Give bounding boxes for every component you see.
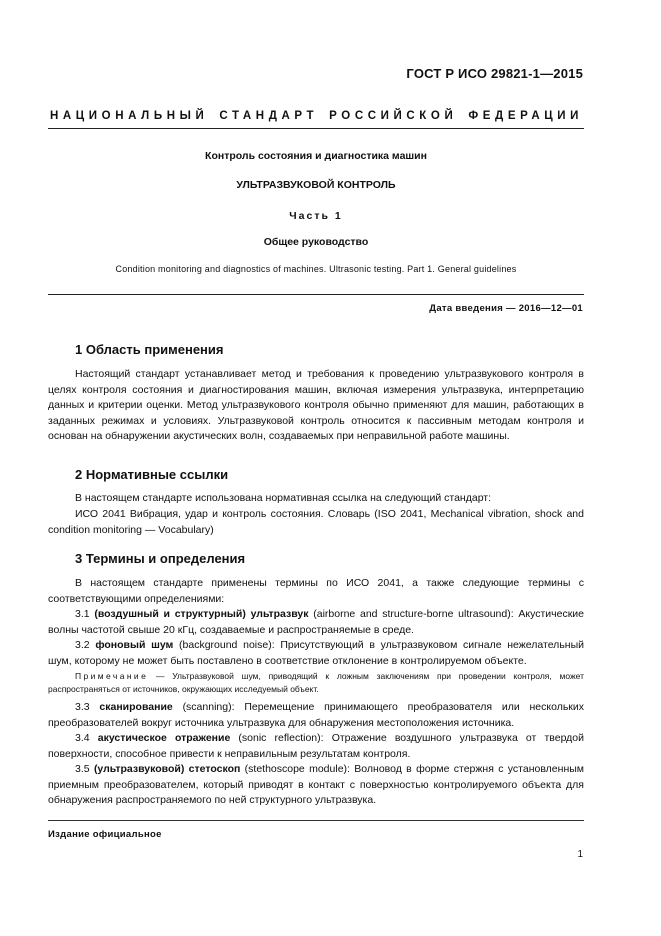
term-3-5 xyxy=(48,762,584,809)
document-number: ГОСТ Р ИСО 29821-1—2015 xyxy=(406,66,583,81)
section-2-intro: В настоящем стандарте использована нормативная ссылка на следующий стандарт: xyxy=(75,492,492,504)
footer-rule xyxy=(48,820,584,821)
standard-subject: Контроль состояния и диагностика машин xyxy=(205,150,427,162)
section-1-heading: 1 Область применения xyxy=(75,342,224,357)
term-3-3 xyxy=(48,700,584,731)
term-definition: Волновод в форме стержня с установленным приемным преобразователем, который приводят в контакт с поверхностью контролируемого объекта для обнаружения распространяемого по ней структурного ультразвука. xyxy=(48,763,585,806)
term-3-2 xyxy=(48,638,584,669)
term-number: 3.4 xyxy=(75,732,90,744)
introduction-date: Дата введения — 2016—12—01 xyxy=(429,303,583,314)
term-english: (background noise): xyxy=(179,639,275,651)
section-3-heading: 3 Термины и определения xyxy=(75,551,246,566)
term-name: (воздушный и структурный) ультразвук xyxy=(94,608,309,620)
term-3-4 xyxy=(48,731,584,762)
section-1-text: Настоящий стандарт устанавливает метод и требования к проведению ультразвукового контроля в целях контроля состояния и диагностирования машин, включая измерения ультразвука, интерпретацию данных и критерии оценки. Метод ультразвукового контроля обычно применяют для машин, работающих в заданных режимах и условиях. Ультразвуковой контроль относится к пассивным методам контроля и основан на обнаружении акустических волн, создаваемых при неправильной работе машины. xyxy=(48,368,584,442)
english-title: Condition monitoring and diagnostics of machines. Ultrasonic testing. Part 1. General guidelines xyxy=(115,264,517,274)
note-label: Примечание xyxy=(75,671,149,681)
term-name: акустическое отражение xyxy=(97,732,231,744)
note-text: — Ультразвуковой шум, приводящий к ложным заключениям при проведении контроля, может распространяться от источников, окружающих исследуемый объект. xyxy=(48,671,584,694)
term-number: 3.5 xyxy=(75,763,90,775)
term-english: (stethoscope module): xyxy=(244,763,350,775)
term-english: (airborne and structure-borne ultrasound): xyxy=(313,608,514,620)
header-rule xyxy=(48,128,584,129)
section-3-intro: В настоящем стандарте применены термины по ИСО 2041, а также следующие термины с соответствующими определениями: xyxy=(48,577,584,605)
term-definition: Отражение воздушного ультразвука от твердой поверхности, способное привести к неправильным результатам контроля. xyxy=(48,732,584,760)
term-name: (ультразвуковой) стетоскоп xyxy=(93,763,241,775)
national-standard-title: НАЦИОНАЛЬНЫЙ СТАНДАРТ РОССИЙСКОЙ ФЕДЕРАЦИИ xyxy=(50,110,583,122)
official-edition-label: Издание официальное xyxy=(48,829,162,840)
note xyxy=(48,670,584,696)
term-name: сканирование xyxy=(99,701,173,713)
term-definition: Присутствующий в ультразвуковом сигнале нежелательный шум, которому не может быть поставлено в соответствие отклонение в контролируемом объекте. xyxy=(48,639,584,667)
term-name: фоновый шум xyxy=(95,639,174,651)
section-2-heading: 2 Нормативные ссылки xyxy=(75,467,229,482)
term-english: (scanning): xyxy=(182,701,235,713)
term-number: 3.3 xyxy=(75,701,90,713)
standard-part: Часть 1 xyxy=(289,210,343,222)
normative-reference-item: ИСО 2041 Вибрация, удар и контроль состояния. Словарь (ISO 2041, Mechanical vibration, shock and condition monitoring — Vocabulary) xyxy=(48,508,584,536)
term-3-1 xyxy=(48,607,584,638)
standard-kind: УЛЬТРАЗВУКОВОЙ КОНТРОЛЬ xyxy=(236,179,396,191)
title-rule xyxy=(48,294,584,295)
page-number: 1 xyxy=(577,849,583,860)
term-number: 3.2 xyxy=(75,639,90,651)
term-number: 3.1 xyxy=(75,608,90,620)
standard-guide: Общее руководство xyxy=(263,236,369,248)
term-definition: Перемещение принимающего преобразователя или нескольких преобразователей вокруг источника ультразвука для обнаружения местоположения источника. xyxy=(48,701,584,729)
term-definition: Акустические волны частотой свыше 20 кГц, создаваемые и распространяемые в среде. xyxy=(48,608,584,636)
term-english: (sonic reflection): xyxy=(238,732,324,744)
